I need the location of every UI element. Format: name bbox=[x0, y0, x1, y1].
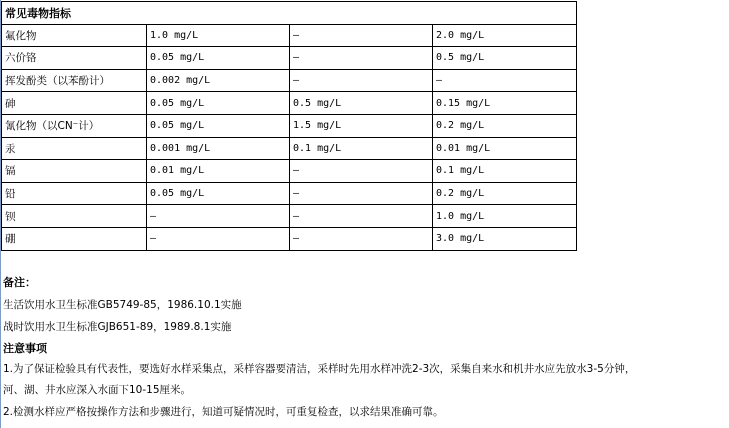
standard-value-cell: 0.05 mg/L bbox=[147, 47, 290, 70]
caution-line: 河、湖、井水应深入水面下10-15厘米。 bbox=[3, 384, 192, 396]
standard-value-cell: 1.5 mg/L bbox=[290, 114, 433, 137]
caution-line: 1.为了保证检验具有代表性，要选好水样采集点，采样容器要清洁，采样时先用水样冲洗2-3次，采集自来水和机井水应先放水3-5分钟， bbox=[3, 363, 636, 375]
standard-value-cell: – bbox=[290, 227, 433, 250]
standard-value-cell: 0.002 mg/L bbox=[147, 69, 290, 92]
cautions-heading: 注意事项 bbox=[3, 342, 47, 355]
standard-value-cell: – bbox=[147, 205, 290, 228]
toxicant-name-cell: 钡 bbox=[2, 205, 147, 228]
standard-value-cell: 0.001 mg/L bbox=[147, 137, 290, 160]
table-row bbox=[2, 47, 577, 70]
standard-value-cell: – bbox=[290, 47, 433, 70]
table-row bbox=[2, 227, 577, 250]
table-row bbox=[2, 182, 577, 205]
standard-value-cell: – bbox=[290, 182, 433, 205]
table-row bbox=[2, 137, 577, 160]
standard-value-cell: 0.2 mg/L bbox=[433, 182, 577, 205]
table-row bbox=[2, 205, 577, 228]
standard-value-cell: – bbox=[147, 227, 290, 250]
standard-value-cell: 0.1 mg/L bbox=[433, 160, 577, 183]
table-title-row bbox=[2, 2, 577, 25]
table-row bbox=[2, 114, 577, 137]
standard-value-cell: 0.1 mg/L bbox=[290, 137, 433, 160]
standard-value-cell: 0.5 mg/L bbox=[290, 92, 433, 115]
standard-value-cell: 3.0 mg/L bbox=[433, 227, 577, 250]
remarks-heading: 备注： bbox=[3, 276, 36, 289]
toxicant-indicator-table bbox=[1, 1, 577, 251]
table-row bbox=[2, 69, 577, 92]
toxicant-name-cell: 铅 bbox=[2, 182, 147, 205]
standard-value-cell: 1.0 mg/L bbox=[147, 24, 290, 47]
standard-value-cell: 0.5 mg/L bbox=[433, 47, 577, 70]
toxicant-name-cell: 汞 bbox=[2, 137, 147, 160]
remark-line: 生活饮用水卫生标准GB5749-85，1986.10.1实施 bbox=[3, 299, 242, 311]
toxicant-name-cell: 砷 bbox=[2, 92, 147, 115]
standard-value-cell: – bbox=[290, 205, 433, 228]
remark-line: 战时饮用水卫生标准GJB651-89，1989.8.1实施 bbox=[3, 321, 232, 333]
table-row bbox=[2, 92, 577, 115]
standard-value-cell: – bbox=[290, 24, 433, 47]
standard-value-cell: 0.05 mg/L bbox=[147, 114, 290, 137]
toxicant-name-cell: 镉 bbox=[2, 160, 147, 183]
toxicant-name-cell: 硼 bbox=[2, 227, 147, 250]
standard-value-cell: 0.01 mg/L bbox=[147, 160, 290, 183]
table-row bbox=[2, 160, 577, 183]
standard-value-cell: 0.05 mg/L bbox=[147, 92, 290, 115]
toxicant-name-cell: 六价铬 bbox=[2, 47, 147, 70]
toxicant-name-cell: 挥发酚类（以苯酚计） bbox=[2, 69, 147, 92]
notes-section bbox=[3, 272, 727, 423]
toxicant-name-cell: 氰化物（以CN⁻计） bbox=[2, 114, 147, 137]
table-row bbox=[2, 24, 577, 47]
standard-value-cell: 0.2 mg/L bbox=[433, 114, 577, 137]
caution-line: 2.检测水样应严格按操作方法和步骤进行，知道可疑情况时，可重复检查，以求结果准确可靠。 bbox=[3, 406, 444, 418]
standard-value-cell: – bbox=[433, 69, 577, 92]
standard-value-cell: 1.0 mg/L bbox=[433, 205, 577, 228]
standard-value-cell: 2.0 mg/L bbox=[433, 24, 577, 47]
table-title: 常见毒物指标 bbox=[2, 2, 577, 25]
standard-value-cell: – bbox=[290, 160, 433, 183]
standard-value-cell: 0.05 mg/L bbox=[147, 182, 290, 205]
standard-value-cell: – bbox=[290, 69, 433, 92]
standard-value-cell: 0.01 mg/L bbox=[433, 137, 577, 160]
toxicant-name-cell: 氟化物 bbox=[2, 24, 147, 47]
standard-value-cell: 0.15 mg/L bbox=[433, 92, 577, 115]
